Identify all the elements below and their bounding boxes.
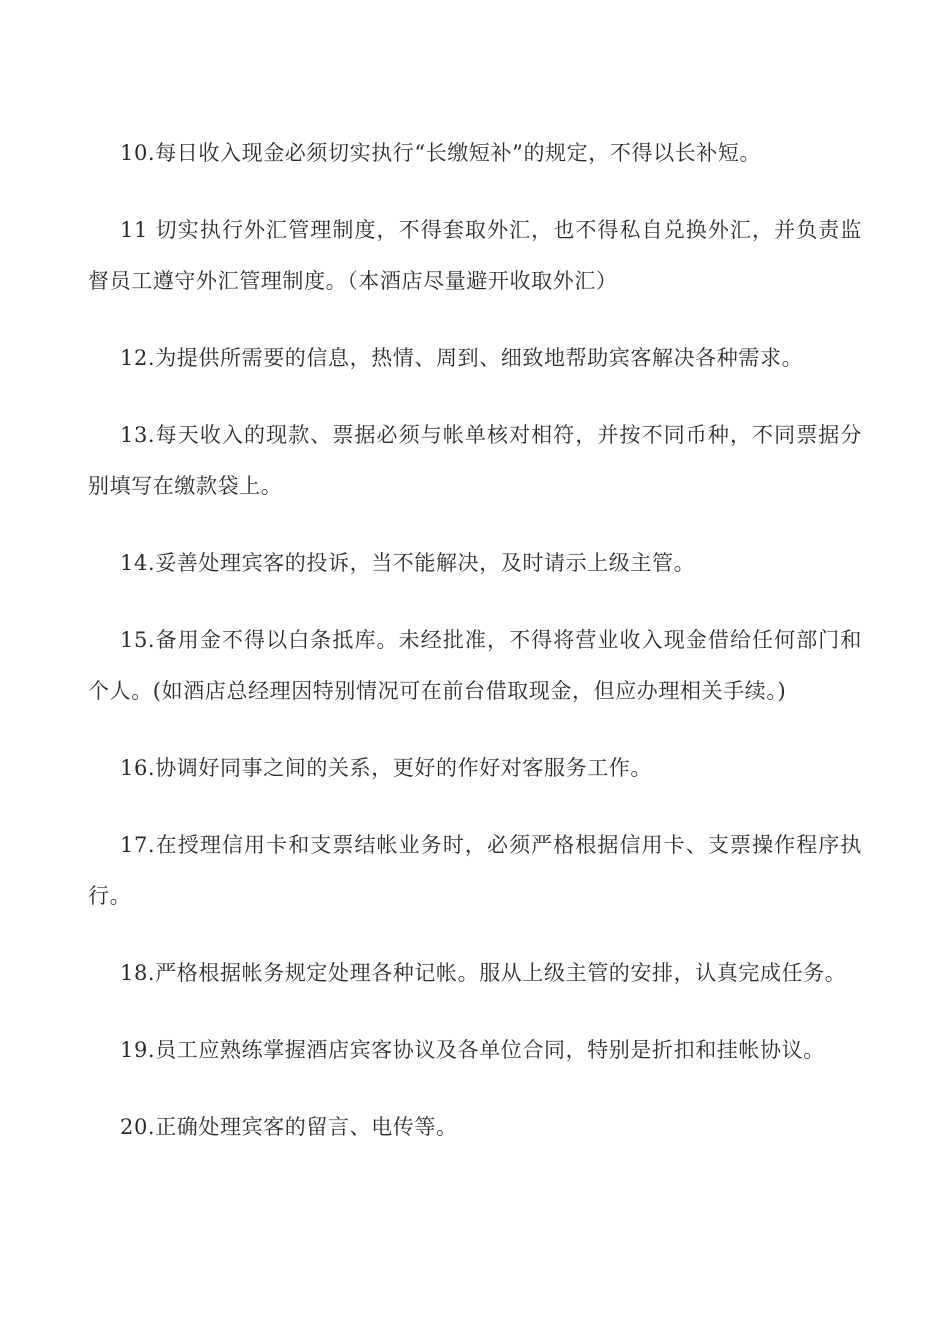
paragraph-16: 16.协调好同事之间的关系，更好的作好对客服务工作。 [120,756,652,780]
paragraph-11: 11 切实执行外汇管理制度，不得套取外汇，也不得私自兑换外汇，并负责监督员工遵守外汇管理制度。（本酒店尽量避开收取外汇） [88,218,862,293]
paragraph-19: 19.员工应熟练掌握酒店宾客协议及各单位合同，特别是折扣和挂帐协议。 [120,1038,825,1062]
paragraph-15: 15.备用金不得以白条抵库。未经批准，不得将营业收入现金借给任何部门和个人。(如酒店总经理因特别情况可在前台借取现金，但应办理相关手续。) [88,628,862,703]
document-body [88,128,862,1179]
paragraph-12: 12.为提供所需要的信息，热情、周到、细致地帮助宾客解决各种需求。 [120,346,804,370]
paragraph-17: 17.在授理信用卡和支票结帐业务时，必须严格根据信用卡、支票操作程序执行。 [88,833,862,908]
paragraph-10: 10.每日收入现金必须切实执行“长缴短补”的规定，不得以长补短。 [120,141,762,165]
paragraph-20: 20.正确处理宾客的留言、电传等。 [120,1115,458,1139]
paragraph-18: 18.严格根据帐务规定处理各种记帐。服从上级主管的安排，认真完成任务。 [120,961,847,985]
paragraph-14: 14.妥善处理宾客的投诉，当不能解决，及时请示上级主管。 [120,551,696,575]
paragraph-13: 13.每天收入的现款、票据必须与帐单核对相符，并按不同币种，不同票据分别填写在缴款袋上。 [88,423,862,498]
